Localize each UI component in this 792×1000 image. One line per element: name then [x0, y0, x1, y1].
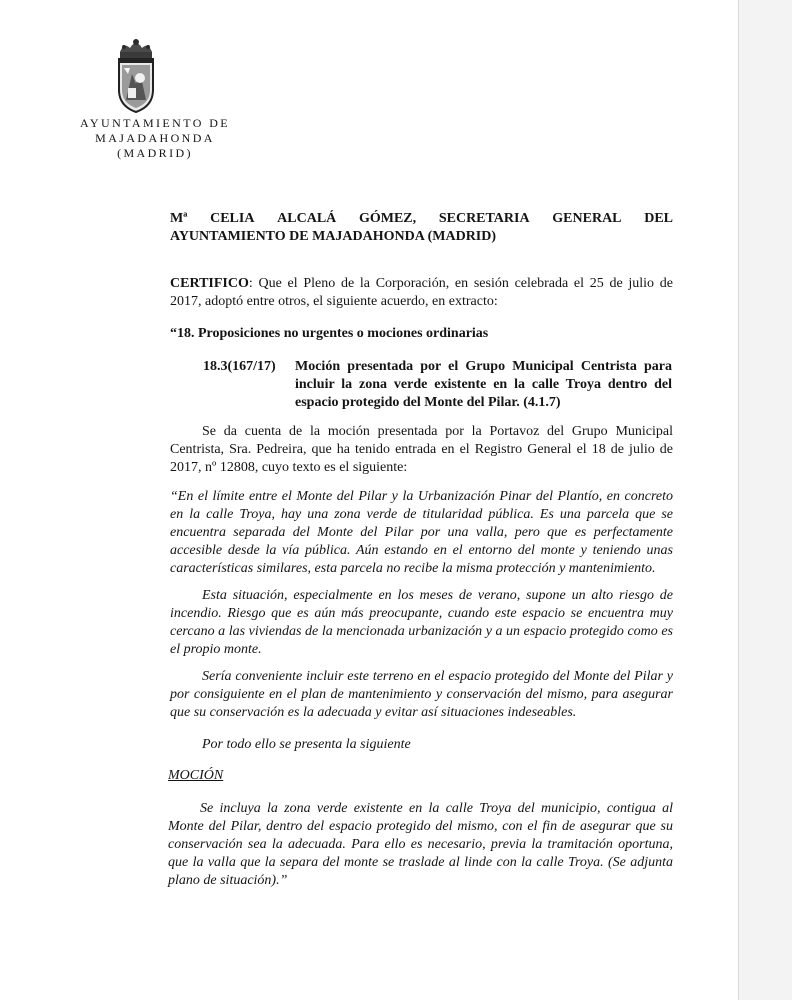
motion-paragraph-3: Sería conveniente incluir este terreno en el espacio protegido del Monte del Pilar y por consiguiente en el plan de mantenimiento y conservación del mismo, para asegurar que su conservación es la adecuada y evitar así situaciones indeseables. — [170, 669, 673, 720]
coat-of-arms-icon — [110, 38, 162, 114]
heading-word: DEL — [644, 211, 673, 226]
motion-paragraph-4: Por todo ello se presenta la siguiente — [202, 737, 411, 752]
letterhead-line-2: MAJADAHONDA — [95, 131, 215, 145]
page-edge — [738, 0, 739, 1000]
letterhead-line-3: (MADRID) — [117, 146, 193, 160]
certifico-paragraph — [170, 275, 673, 311]
heading-word: Mª — [170, 211, 188, 226]
letterhead-line-1: AYUNTAMIENTO DE — [79, 116, 231, 130]
mocion-heading: MOCIÓN — [168, 768, 224, 783]
heading-word: SECRETARIA — [438, 211, 530, 226]
motion-paragraph-1: “En el límite entre el Monte del Pilar y la Urbanización Pinar del Plantío, en concreto en la calle Troya, hay una zona verde de titularidad pública. Es una parcela que se encuentra separada del Monte del Pilar por una valla, pero que es perfectamente accesible desde la vía pública. Aún estando en el entorno del monte y teniendo unas características similares, esta parcela no recibe la misma protección y mantenimiento. — [170, 489, 673, 576]
heading-line-1 — [170, 210, 673, 228]
subpoint-number: 18.3(167/17) — [203, 359, 276, 374]
agenda-point-title: “18. Proposiciones no urgentes o mociones ordinarias — [170, 326, 489, 341]
heading-line-2: AYUNTAMIENTO DE MAJADAHONDA (MADRID) — [170, 229, 497, 244]
certifico-text: : Que el Pleno de la Corporación, en sesión celebrada el 25 de julio de 2017, adoptó entre otros, el siguiente acuerdo, en extracto: — [170, 276, 673, 309]
heading-word: CELIA — [210, 211, 255, 226]
heading-word: GÓMEZ, — [358, 211, 417, 226]
signatory-heading — [170, 210, 673, 246]
intro-paragraph: Se da cuenta de la moción presentada por la Portavoz del Grupo Municipal Centrista, Sra. Pedreira, que ha tenido entrada en el Registro General el 18 de julio de 2017, nº 12808, cuyo texto es el siguiente: — [170, 424, 673, 475]
certifico-label: CERTIFICO — [170, 276, 249, 291]
subpoint-title: Moción presentada por el Grupo Municipal Centrista para incluir la zona verde existente en la calle Troya dentro del espacio protegido del Monte del Pilar. (4.1.7) — [295, 359, 672, 410]
letterhead — [60, 116, 250, 161]
motion-paragraph-2: Esta situación, especialmente en los meses de verano, supone un alto riesgo de incendio. Riesgo que es aún más preocupante, cuando este espacio se encuentra muy cercano a las viviendas de la mencionada urbanización y a un espacio protegido como es el propio monte. — [170, 588, 673, 657]
motion-paragraph-5: Se incluya la zona verde existente en la calle Troya del municipio, contigua al Monte del Pilar, dentro del espacio protegido del mismo, con el fin de asegurar que su conservación sea la adecuada. Para ello es necesario, previa la tramitación oportuna, que la valla que la separa del monte se traslade al linde con la calle Troya. (Se adjunta plano de situación).” — [168, 801, 673, 888]
heading-word: ALCALÁ — [277, 211, 337, 226]
heading-word: GENERAL — [552, 211, 622, 226]
